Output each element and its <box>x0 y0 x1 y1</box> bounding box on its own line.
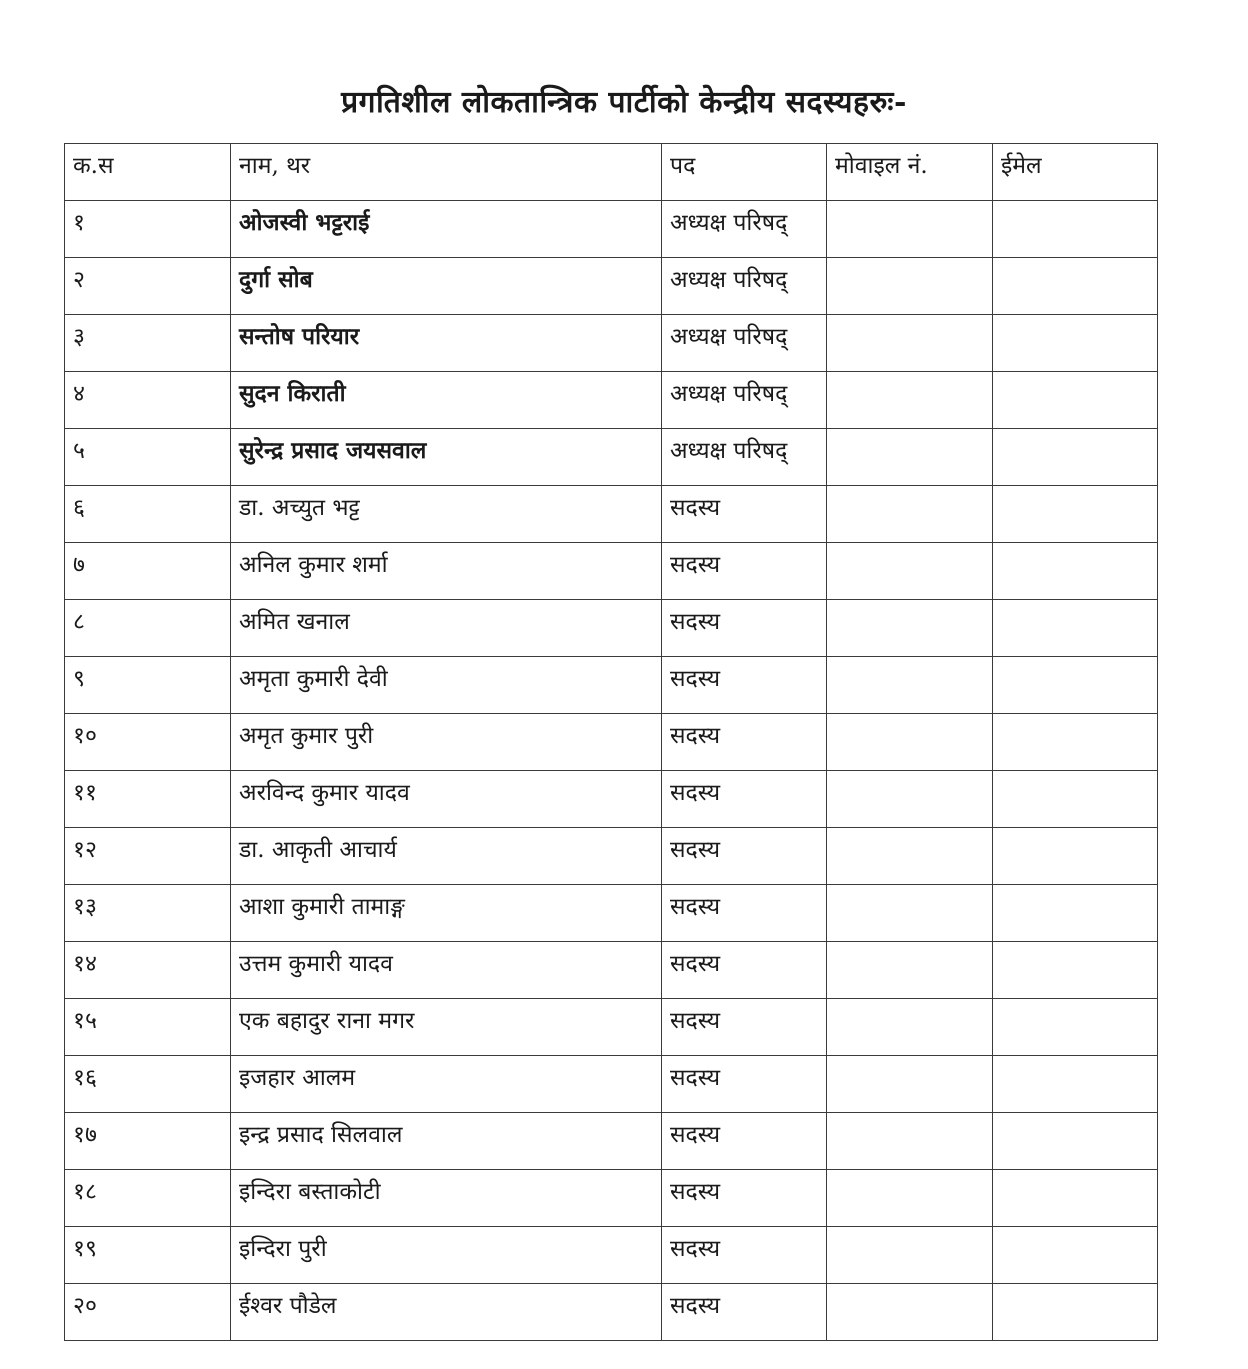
post-cell: अध्यक्ष परिषद् <box>662 372 827 429</box>
mobile-cell <box>827 771 993 828</box>
table-row <box>65 999 1158 1056</box>
member-name-cell: सन्तोष परियार <box>231 315 662 372</box>
post-cell: सदस्य <box>662 1284 827 1341</box>
serial-number-cell: ११ <box>65 771 231 828</box>
table-row <box>65 1170 1158 1227</box>
member-name-cell: अमृता कुमारी देवी <box>231 657 662 714</box>
header-serial-number: क.स <box>65 144 231 201</box>
email-cell <box>993 486 1158 543</box>
serial-number-cell: १३ <box>65 885 231 942</box>
email-cell <box>993 1284 1158 1341</box>
email-cell <box>993 315 1158 372</box>
member-name-cell: डा. अच्युत भट्ट <box>231 486 662 543</box>
table-row <box>65 771 1158 828</box>
mobile-cell <box>827 999 993 1056</box>
email-cell <box>993 1227 1158 1284</box>
member-name-cell: ओजस्वी भट्टराई <box>231 201 662 258</box>
member-name-cell: इन्दिरा बस्ताकोटी <box>231 1170 662 1227</box>
mobile-cell <box>827 201 993 258</box>
header-mobile: मोवाइल नं. <box>827 144 993 201</box>
header-email: ईमेल <box>993 144 1158 201</box>
post-cell: सदस्य <box>662 885 827 942</box>
serial-number-cell: ५ <box>65 429 231 486</box>
mobile-cell <box>827 828 993 885</box>
member-name-cell: सुरेन्द्र प्रसाद जयसवाल <box>231 429 662 486</box>
table-row <box>65 885 1158 942</box>
mobile-cell <box>827 942 993 999</box>
table-row <box>65 657 1158 714</box>
post-cell: सदस्य <box>662 486 827 543</box>
post-cell: सदस्य <box>662 543 827 600</box>
email-cell <box>993 657 1158 714</box>
post-cell: सदस्य <box>662 1227 827 1284</box>
member-name-cell: अरविन्द कुमार यादव <box>231 771 662 828</box>
email-cell <box>993 1170 1158 1227</box>
email-cell <box>993 942 1158 999</box>
serial-number-cell: ६ <box>65 486 231 543</box>
post-cell: सदस्य <box>662 828 827 885</box>
serial-number-cell: ४ <box>65 372 231 429</box>
table-row <box>65 1227 1158 1284</box>
serial-number-cell: १५ <box>65 999 231 1056</box>
email-cell <box>993 1056 1158 1113</box>
mobile-cell <box>827 1170 993 1227</box>
mobile-cell <box>827 1284 993 1341</box>
member-name-cell: इजहार आलम <box>231 1056 662 1113</box>
table-row <box>65 201 1158 258</box>
member-name-cell: दुर्गा सोब <box>231 258 662 315</box>
post-cell: अध्यक्ष परिषद् <box>662 201 827 258</box>
mobile-cell <box>827 1227 993 1284</box>
email-cell <box>993 429 1158 486</box>
email-cell <box>993 258 1158 315</box>
mobile-cell <box>827 657 993 714</box>
post-cell: सदस्य <box>662 657 827 714</box>
mobile-cell <box>827 714 993 771</box>
member-name-cell: इन्दिरा पुरी <box>231 1227 662 1284</box>
mobile-cell <box>827 885 993 942</box>
table-row <box>65 828 1158 885</box>
post-cell: अध्यक्ष परिषद् <box>662 315 827 372</box>
table-row <box>65 429 1158 486</box>
post-cell: सदस्य <box>662 771 827 828</box>
member-name-cell: एक बहादुर राना मगर <box>231 999 662 1056</box>
header-post: पद <box>662 144 827 201</box>
email-cell <box>993 714 1158 771</box>
member-name-cell: अमृत कुमार पुरी <box>231 714 662 771</box>
mobile-cell <box>827 486 993 543</box>
post-cell: अध्यक्ष परिषद् <box>662 429 827 486</box>
email-cell <box>993 600 1158 657</box>
table-row <box>65 543 1158 600</box>
table-row <box>65 1284 1158 1341</box>
post-cell: सदस्य <box>662 600 827 657</box>
post-cell: सदस्य <box>662 999 827 1056</box>
table-row <box>65 486 1158 543</box>
serial-number-cell: २ <box>65 258 231 315</box>
post-cell: अध्यक्ष परिषद् <box>662 258 827 315</box>
mobile-cell <box>827 258 993 315</box>
serial-number-cell: १२ <box>65 828 231 885</box>
header-name: नाम, थर <box>231 144 662 201</box>
post-cell: सदस्य <box>662 942 827 999</box>
member-name-cell: अमित खनाल <box>231 600 662 657</box>
table-row <box>65 372 1158 429</box>
email-cell <box>993 885 1158 942</box>
table-row <box>65 600 1158 657</box>
serial-number-cell: १६ <box>65 1056 231 1113</box>
email-cell <box>993 828 1158 885</box>
email-cell <box>993 771 1158 828</box>
table-row <box>65 714 1158 771</box>
serial-number-cell: १ <box>65 201 231 258</box>
post-cell: सदस्य <box>662 1113 827 1170</box>
member-name-cell: आशा कुमारी तामाङ्ग <box>231 885 662 942</box>
page-title: प्रगतिशील लोकतान्त्रिक पार्टीको केन्द्रीय सदस्यहरुः- <box>341 85 907 120</box>
mobile-cell <box>827 429 993 486</box>
member-name-cell: उत्तम कुमारी यादव <box>231 942 662 999</box>
mobile-cell <box>827 1113 993 1170</box>
table-row <box>65 315 1158 372</box>
email-cell <box>993 372 1158 429</box>
post-cell: सदस्य <box>662 1056 827 1113</box>
table-row <box>65 942 1158 999</box>
member-name-cell: इन्द्र प्रसाद सिलवाल <box>231 1113 662 1170</box>
mobile-cell <box>827 1056 993 1113</box>
member-name-cell: अनिल कुमार शर्मा <box>231 543 662 600</box>
email-cell <box>993 999 1158 1056</box>
member-name-cell: सुदन किराती <box>231 372 662 429</box>
serial-number-cell: १० <box>65 714 231 771</box>
serial-number-cell: १९ <box>65 1227 231 1284</box>
serial-number-cell: ८ <box>65 600 231 657</box>
member-name-cell: ईश्वर पौडेल <box>231 1284 662 1341</box>
email-cell <box>993 543 1158 600</box>
post-cell: सदस्य <box>662 1170 827 1227</box>
table-row <box>65 1113 1158 1170</box>
mobile-cell <box>827 543 993 600</box>
serial-number-cell: १४ <box>65 942 231 999</box>
mobile-cell <box>827 315 993 372</box>
serial-number-cell: २० <box>65 1284 231 1341</box>
table-row <box>65 258 1158 315</box>
mobile-cell <box>827 600 993 657</box>
email-cell <box>993 1113 1158 1170</box>
table-header-row <box>65 144 1158 201</box>
mobile-cell <box>827 372 993 429</box>
serial-number-cell: ७ <box>65 543 231 600</box>
members-table <box>64 143 1158 1341</box>
serial-number-cell: १७ <box>65 1113 231 1170</box>
serial-number-cell: ३ <box>65 315 231 372</box>
member-name-cell: डा. आकृती आचार्य <box>231 828 662 885</box>
table-row <box>65 1056 1158 1113</box>
serial-number-cell: १८ <box>65 1170 231 1227</box>
serial-number-cell: ९ <box>65 657 231 714</box>
post-cell: सदस्य <box>662 714 827 771</box>
email-cell <box>993 201 1158 258</box>
